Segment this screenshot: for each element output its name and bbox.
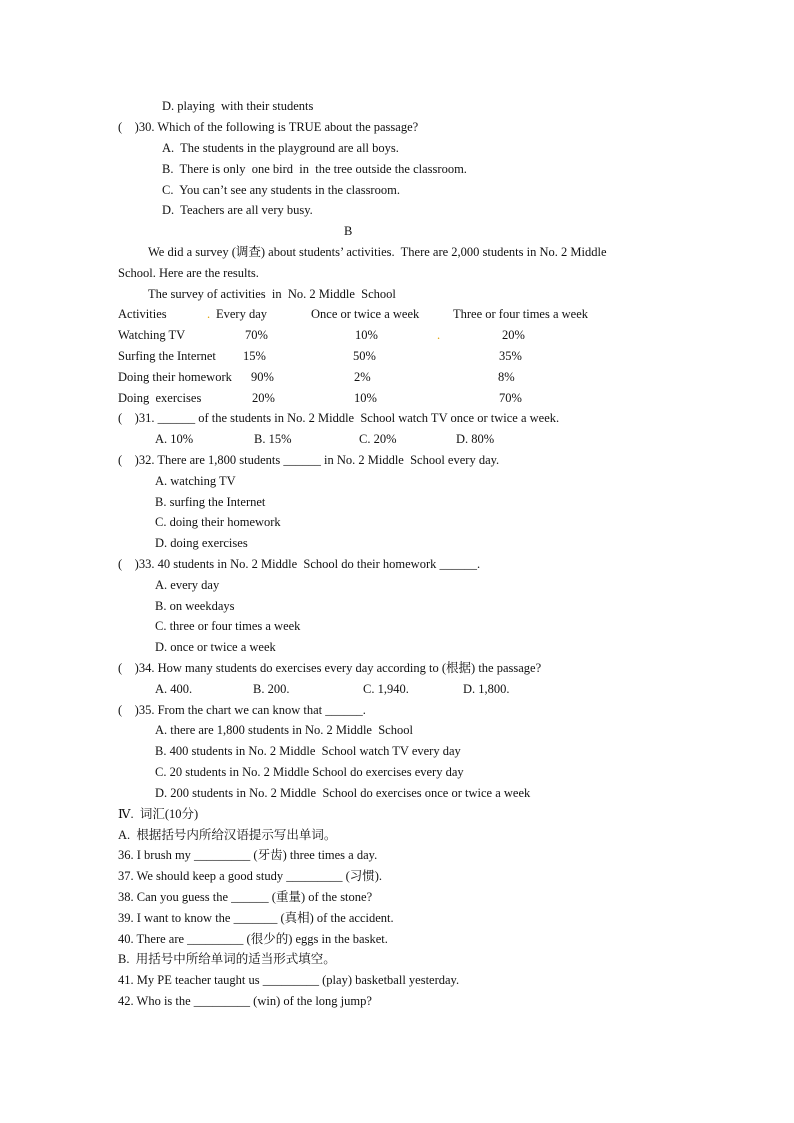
row-exercises-every-day: 20% [252, 391, 275, 405]
passage-b-intro-line1: We did a survey (调查) about students’ activities. There are 2,000 students in No. 2 Middle [148, 245, 607, 259]
q32-option-b: B. surfing the Internet [155, 495, 266, 509]
q33-option-a: A. every day [155, 578, 220, 592]
q35-option-a: A. there are 1,800 students in No. 2 Middle School [155, 723, 413, 737]
stray-dot-mark: . [437, 328, 441, 342]
q30-option-b: B. There is only one bird in the tree outside the classroom. [162, 162, 467, 176]
vocab-item-40: 40. There are _________ (很少的) eggs in the basket. [118, 932, 388, 946]
q35-stem: ( )35. From the chart we can know that ______. [118, 703, 366, 717]
q32-stem: ( )32. There are 1,800 students ______ in No. 2 Middle School every day. [118, 453, 500, 467]
survey-title: The survey of activities in No. 2 Middle School [148, 287, 396, 301]
vocab-item-42: 42. Who is the _________ (win) of the long jump? [118, 994, 372, 1008]
q33-option-d: D. once or twice a week [155, 640, 276, 654]
q31-stem: ( )31. ______ of the students in No. 2 Middle School watch TV once or twice a week. [118, 411, 560, 425]
q32-option-c: C. doing their homework [155, 515, 281, 529]
vocab-item-41: 41. My PE teacher taught us _________ (play) basketball yesterday. [118, 973, 460, 987]
q31-option-a: A. 10% [155, 432, 194, 446]
q34-option-c: C. 1,940. [363, 682, 409, 696]
q34-stem: ( )34. How many students do exercises every day according to (根据) the passage? [118, 661, 542, 675]
vocab-item-36: 36. I brush my _________ (牙齿) three times a day. [118, 848, 378, 862]
q33-stem: ( )33. 40 students in No. 2 Middle School do their homework ______. [118, 557, 481, 571]
q31-option-b: B. 15% [254, 432, 292, 446]
stray-dot-mark: . [207, 307, 211, 321]
vocab-item-38: 38. Can you guess the ______ (重量) of the stone? [118, 890, 373, 904]
q32-option-a: A. watching TV [155, 474, 236, 488]
row-homework-once-twice: 2% [354, 370, 371, 384]
header-once-twice: Once or twice a week [311, 307, 420, 321]
row-watching-tv-once-twice: 10% [355, 328, 378, 342]
q33-option-b: B. on weekdays [155, 599, 235, 613]
q30-option-c: C. You can’t see any students in the classroom. [162, 183, 400, 197]
passage-b-label: B [344, 224, 353, 238]
row-watching-tv-label: Watching TV [118, 328, 186, 342]
row-homework-every-day: 90% [251, 370, 274, 384]
row-watching-tv-three-four: 20% [502, 328, 525, 342]
q32-option-d: D. doing exercises [155, 536, 248, 550]
header-three-four: Three or four times a week [453, 307, 589, 321]
vocab-part-a-instruction: A. 根据括号内所给汉语提示写出单词。 [118, 828, 337, 842]
row-exercises-once-twice: 10% [354, 391, 377, 405]
q34-option-b: B. 200. [253, 682, 290, 696]
row-surfing-three-four: 35% [499, 349, 522, 363]
q34-option-a: A. 400. [155, 682, 193, 696]
row-watching-tv-every-day: 70% [245, 328, 268, 342]
row-homework-three-four: 8% [498, 370, 515, 384]
vocab-heading: Ⅳ. 词汇(10分) [118, 807, 199, 821]
q29-option-d: D. playing with their students [162, 99, 314, 113]
q31-option-d: D. 80% [456, 432, 495, 446]
q33-option-c: C. three or four times a week [155, 619, 301, 633]
row-surfing-every-day: 15% [243, 349, 266, 363]
row-exercises-three-four: 70% [499, 391, 522, 405]
q35-option-d: D. 200 students in No. 2 Middle School do exercises once or twice a week [155, 786, 531, 800]
header-activities: Activities [118, 307, 167, 321]
q35-option-c: C. 20 students in No. 2 Middle School do exercises every day [155, 765, 464, 779]
q30-option-a: A. The students in the playground are all boys. [162, 141, 399, 155]
row-surfing-label: Surfing the Internet [118, 349, 216, 363]
q30-stem: ( )30. Which of the following is TRUE about the passage? [118, 120, 419, 134]
q31-option-c: C. 20% [359, 432, 397, 446]
q30-option-d: D. Teachers are all very busy. [162, 203, 313, 217]
header-every-day: Every day [216, 307, 268, 321]
q34-option-d: D. 1,800. [463, 682, 510, 696]
passage-b-intro-line2: School. Here are the results. [118, 266, 259, 280]
q35-option-b: B. 400 students in No. 2 Middle School watch TV every day [155, 744, 461, 758]
vocab-part-b-instruction: B. 用括号中所给单词的适当形式填空。 [118, 952, 336, 966]
row-homework-label: Doing their homework [118, 370, 232, 384]
row-surfing-once-twice: 50% [353, 349, 376, 363]
vocab-item-37: 37. We should keep a good study _________ (习惯). [118, 869, 383, 883]
row-exercises-label: Doing exercises [118, 391, 202, 405]
vocab-item-39: 39. I want to know the _______ (真相) of the accident. [118, 911, 394, 925]
